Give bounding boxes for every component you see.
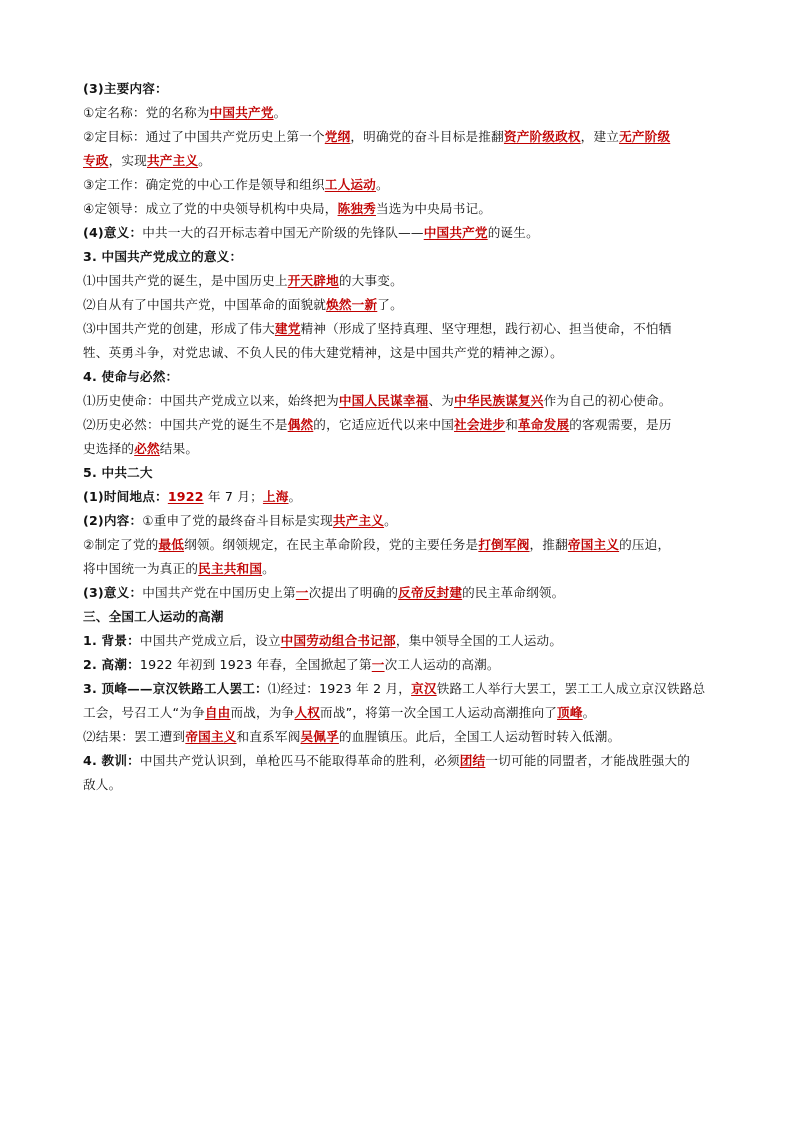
text-segment: ⑵结果：罢工遭到 [83, 729, 186, 744]
keyword-highlight: 反帝反封建 [398, 585, 463, 600]
text-line [83, 776, 121, 794]
text-segment: 。 [198, 153, 211, 168]
text-segment: ，推翻 [529, 537, 568, 552]
keyword-highlight: 专政 [83, 153, 109, 168]
text-segment: 的大事变。 [338, 273, 403, 288]
text-segment: 中国共产党成立后，设立 [139, 633, 281, 648]
keyword-highlight: 陈独秀 [337, 201, 376, 216]
text-line [83, 104, 286, 122]
text-segment: 结果。 [159, 441, 199, 456]
text-line [83, 512, 397, 530]
text-line [83, 608, 224, 626]
keyword-highlight: 帝国主义 [185, 729, 237, 744]
text-segment: 。 [384, 513, 397, 528]
keyword-highlight: 偶然 [287, 417, 314, 432]
text-segment: ①重申了党的最终奋斗目标是实现 [142, 513, 333, 528]
text-line [83, 440, 198, 458]
text-segment: 史选择的 [83, 441, 135, 456]
text-segment: 的民主革命纲领。 [462, 585, 565, 600]
text-segment: 牲、英勇斗争，对党忠诚、不负人民的伟大建党精神，这是中国共产党的精神之源）。 [83, 345, 563, 360]
text-segment: 的压迫， [619, 537, 671, 552]
text-line [83, 368, 178, 386]
keyword-highlight: 最低 [158, 537, 185, 552]
text-segment: ，实现 [108, 153, 147, 168]
text-segment: 将中国统一为真正的 [83, 561, 199, 576]
text-segment: (3)主要内容： [83, 81, 168, 96]
keyword-highlight: 资产阶级政权 [503, 129, 581, 144]
text-line [83, 560, 275, 578]
text-line [83, 152, 211, 170]
bold-label: 4. 教训： [83, 753, 140, 768]
text-segment: 年 7 月； [203, 489, 263, 504]
text-segment: ，建立 [580, 129, 620, 144]
keyword-highlight: 1922 [167, 489, 204, 504]
keyword-highlight: 共产主义 [332, 513, 385, 528]
keyword-highlight: 自由 [204, 705, 231, 720]
keyword-highlight: 共产主义 [146, 153, 199, 168]
text-line [83, 680, 705, 698]
keyword-highlight: 帝国主义 [567, 537, 620, 552]
text-segment: 次提出了明确的 [308, 585, 399, 600]
text-segment: 精神（形成了坚持真理、坚守理想，践行初心、担当使命，不怕牺 [300, 321, 672, 336]
text-line [83, 416, 672, 434]
text-segment: ⑵历史必然：中国共产党的诞生不是 [83, 417, 288, 432]
keyword-highlight: 中华民族谋复兴 [454, 393, 544, 408]
text-line [83, 272, 403, 290]
keyword-highlight: 吴佩孚 [300, 729, 339, 744]
text-segment: 。 [288, 489, 302, 504]
text-line [83, 728, 620, 746]
text-line [83, 392, 672, 410]
text-line [83, 320, 672, 338]
keyword-highlight: 建党 [274, 321, 301, 336]
text-segment: 中国共产党认识到，单枪匹马不能取得革命的胜利，必须 [139, 753, 460, 768]
text-segment: ②制定了党的 [83, 537, 159, 552]
text-segment: 敌人。 [83, 777, 122, 792]
text-segment: 铁路工人举行大罢工，罢工工人成立京汉铁路总 [436, 681, 706, 696]
text-segment: 5. 中共二大 [83, 465, 153, 480]
text-line [83, 296, 403, 314]
text-segment: 了。 [377, 297, 403, 312]
text-line [83, 632, 562, 650]
bold-label: 1. 背景： [83, 633, 140, 648]
text-segment: 的，它适应近代以来中国 [313, 417, 455, 432]
text-line [83, 704, 595, 722]
text-segment: ②定目标：通过了中国共产党历史上第一个 [83, 129, 325, 144]
keyword-highlight: 人权 [294, 705, 321, 720]
text-segment: 1922 年初到 1923 年春，全国掀起了第 [139, 657, 372, 672]
text-line [83, 224, 539, 242]
text-segment: 的血腥镇压。此后，全国工人运动暂时转入低潮。 [338, 729, 621, 744]
text-segment: 一切可能的同盟者，才能战胜强大的 [485, 753, 691, 768]
text-segment: 4. 使命与必然： [83, 369, 179, 384]
text-segment: ⑴中国共产党的诞生，是中国历史上 [83, 273, 288, 288]
keyword-highlight: 必然 [134, 441, 160, 456]
text-segment: ，明确党的奋斗目标是推翻 [350, 129, 504, 144]
text-line [83, 656, 500, 674]
text-segment: ③定工作：确定党的中心工作是领导和组织 [83, 177, 325, 192]
keyword-highlight: 社会进步 [454, 417, 506, 432]
text-segment: ⑵自从有了中国共产党，中国革命的面貌就 [83, 297, 327, 312]
keyword-highlight: 中国劳动组合书记部 [280, 633, 396, 648]
keyword-highlight: 开天辟地 [287, 273, 339, 288]
text-segment: 纲领。纲领规定，在民主革命阶段，党的主要任务是 [184, 537, 479, 552]
keyword-highlight: 民主共和国 [198, 561, 263, 576]
bold-label: (1)时间地点： [83, 489, 168, 504]
text-line [83, 464, 153, 482]
text-line [83, 176, 389, 194]
keyword-highlight: 无产阶级 [619, 129, 671, 144]
text-segment: ④定领导：成立了党的中央领导机构中央局， [83, 201, 338, 216]
text-segment: 。 [582, 705, 596, 720]
bold-label: 2. 高潮： [83, 657, 140, 672]
text-line [83, 752, 690, 770]
keyword-highlight: 一 [371, 657, 385, 672]
keyword-highlight: 顶峰 [557, 705, 583, 720]
text-segment: 3. 中国共产党成立的意义： [83, 249, 243, 264]
text-line [83, 488, 301, 506]
text-line [83, 584, 564, 602]
text-segment: 中共一大的召开标志着中国无产阶级的先锋队—— [142, 225, 424, 240]
text-segment: 。 [273, 105, 287, 120]
text-segment: ⑴历史使命：中国共产党成立以来，始终把为 [83, 393, 339, 408]
text-segment: 、为 [428, 393, 455, 408]
keyword-highlight: 工人运动 [324, 177, 376, 192]
text-segment: ⑶中国共产党的创建，形成了伟大 [83, 321, 275, 336]
text-segment: ⑴经过：1923 年 2 月， [267, 681, 412, 696]
keyword-highlight: 京汉 [411, 681, 437, 696]
text-segment: 和直系军阀 [236, 729, 301, 744]
text-segment: 次工人运动的高潮。 [384, 657, 500, 672]
text-segment: 中国共产党在中国历史上第 [142, 585, 296, 600]
bold-label: (2)内容： [83, 513, 143, 528]
text-line [83, 248, 242, 266]
bold-label: (3)意义： [83, 585, 143, 600]
text-segment: 而战，为争 [230, 705, 295, 720]
text-segment: 而战”，将第一次全国工人运动高潮推向了 [320, 705, 558, 720]
keyword-highlight: 一 [295, 585, 309, 600]
text-segment: 的诞生。 [487, 225, 539, 240]
text-line [83, 536, 670, 554]
text-segment: 的客观需要，是历 [569, 417, 672, 432]
text-line [83, 80, 168, 98]
text-segment: 和 [505, 417, 519, 432]
text-segment: 三、全国工人运动的高潮 [83, 609, 224, 624]
text-line [83, 200, 491, 218]
text-segment: ，集中领导全国的工人运动。 [395, 633, 563, 648]
text-segment: 当选为中央局书记。 [375, 201, 492, 216]
text-segment: 。 [375, 177, 389, 192]
keyword-highlight: 打倒军阀 [478, 537, 530, 552]
text-line [83, 344, 563, 362]
keyword-highlight: 焕然一新 [326, 297, 378, 312]
bold-label: 3. 顶峰——京汉铁路工人罢工： [83, 681, 268, 696]
text-line [83, 128, 670, 146]
keyword-highlight: 革命发展 [518, 417, 570, 432]
text-segment: 作为自己的初心使命。 [543, 393, 672, 408]
text-segment: ①定名称：党的名称为 [83, 105, 210, 120]
keyword-highlight: 中国共产党 [423, 225, 488, 240]
text-segment: 。 [262, 561, 275, 576]
keyword-highlight: 党纲 [324, 129, 351, 144]
text-segment: 工会，号召工人“为争 [83, 705, 205, 720]
keyword-highlight: 团结 [459, 753, 486, 768]
bold-label: (4)意义： [83, 225, 143, 240]
keyword-highlight: 上海 [262, 489, 289, 504]
keyword-highlight: 中国人民谋幸福 [338, 393, 429, 408]
keyword-highlight: 中国共产党 [209, 105, 274, 120]
